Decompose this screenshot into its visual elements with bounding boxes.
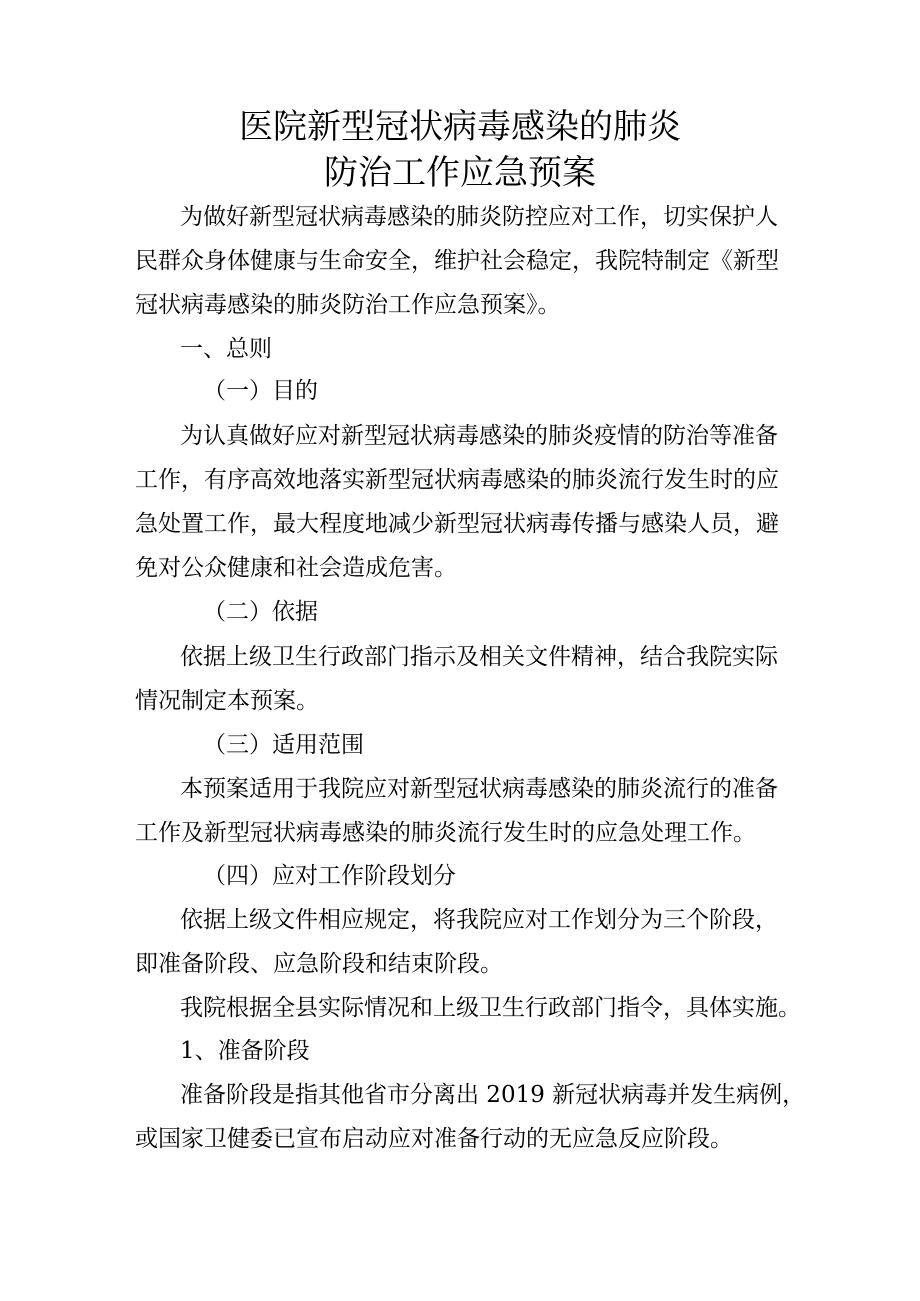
subheading-purpose: （一）目的 [203,378,318,404]
subheading-preparation-stage: 1、准备阶段 [180,1038,310,1064]
basis-paragraph-line: 依据上级卫生行政部门指示及相关文件精神，结合我院实际 [180,644,778,670]
subheading-scope: （三）适用范围 [203,732,364,758]
scope-paragraph-line: 工作及新型冠状病毒感染的肺炎流行发生时的应急处理工作。 [135,820,756,846]
section-heading-general: 一、总则 [180,336,272,362]
purpose-paragraph-line: 为认真做好应对新型冠状病毒感染的肺炎疫情的防治等准备 [180,423,778,449]
document-title-line-2: 防治工作应急预案 [324,153,596,193]
basis-paragraph-line: 情况制定本预案。 [135,688,319,714]
preparation-paragraph-line: 准备阶段是指其他省市分离出 2019 新冠状病毒并发生病例， [180,1082,806,1108]
purpose-paragraph-line: 工作，有序高效地落实新型冠状病毒感染的肺炎流行发生时的应 [135,467,779,493]
purpose-paragraph-line: 急处置工作，最大程度地减少新型冠状病毒传播与感染人员，避 [135,511,779,537]
subheading-basis: （二）依据 [203,599,318,625]
stages-paragraph-line: 依据上级文件相应规定，将我院应对工作划分为三个阶段， [180,907,778,933]
intro-paragraph-line: 民群众身体健康与生命安全，维护社会稳定，我院特制定《新型 [135,248,779,274]
subheading-stages: （四）应对工作阶段划分 [203,863,456,889]
preparation-paragraph-line: 或国家卫健委已宣布启动应对准备行动的无应急反应阶段。 [135,1126,733,1152]
implementation-paragraph-line: 我院根据全县实际情况和上级卫生行政部门指令，具体实施。 [180,995,801,1021]
intro-paragraph-line: 冠状病毒感染的肺炎防治工作应急预案》。 [135,292,561,318]
stages-paragraph-line: 即准备阶段、应急阶段和结束阶段。 [135,951,503,977]
scope-paragraph-line: 本预案适用于我院应对新型冠状病毒感染的肺炎流行的准备 [180,776,778,802]
document-title-line-1: 医院新型冠状病毒感染的肺炎 [239,107,681,147]
intro-paragraph-line: 为做好新型冠状病毒感染的肺炎防控应对工作，切实保护人 [180,204,778,230]
purpose-paragraph-line: 免对公众健康和社会造成危害。 [135,555,457,581]
